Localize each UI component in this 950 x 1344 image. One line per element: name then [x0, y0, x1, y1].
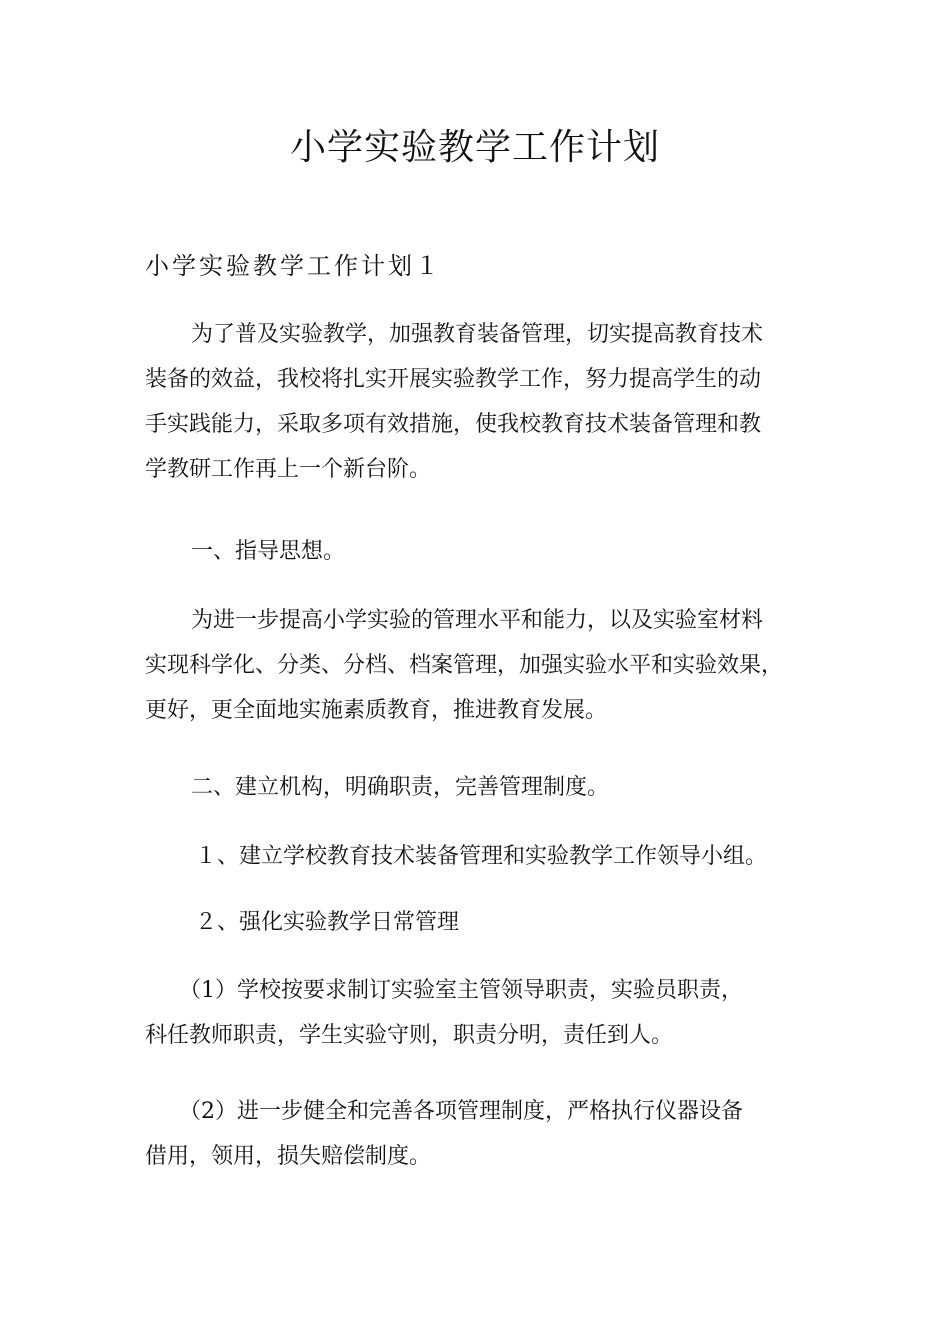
paragraph-line: （2）进一步健全和完善各项管理制度，严格执行仪器设备 — [179, 1099, 743, 1124]
intro-paragraph — [145, 312, 807, 492]
paragraph-line: 更好，更全面地实施素质教育，推进教育发展。 — [145, 698, 608, 723]
list-item-2 — [145, 900, 807, 945]
list-item-1 — [145, 834, 807, 879]
paragraph-line: 装备的效益，我校将扎实开展实验教学工作，努力提高学生的动 — [145, 367, 762, 392]
heading-text: 二、建立机构，明确职责，完善管理制度。 — [191, 775, 610, 800]
paragraph-line: 为进一步提高小学实验的管理水平和能力，以及实验室材料 — [191, 608, 764, 633]
document-title: 小学实验教学工作计划 — [289, 127, 660, 168]
section-subtitle: 小学实验教学工作计划１ — [145, 252, 442, 280]
paragraph-line: 实现科学化、分类、分档、档案管理，加强实验水平和实验效果， — [145, 653, 784, 678]
heading-organization — [145, 765, 807, 810]
heading-guiding-thought — [145, 529, 807, 574]
paragraph-line: 为了普及实验教学，加强教育装备管理，切实提高教育技术 — [191, 322, 764, 347]
guiding-paragraph — [145, 598, 807, 733]
list-item-text: １、建立学校教育技术装备管理和实验教学工作领导小组。 — [195, 844, 768, 869]
sub-item-2-paragraph — [145, 1089, 807, 1179]
list-item-text: ２、强化实验教学日常管理 — [195, 910, 460, 935]
sub-item-1-paragraph — [145, 968, 807, 1058]
paragraph-line: 手实践能力，采取多项有效措施，使我校教育技术装备管理和教 — [145, 412, 762, 437]
heading-text: 一、指导思想。 — [191, 539, 346, 564]
paragraph-line: 科任教师职责，学生实验守则，职责分明，责任到人。 — [145, 1023, 674, 1048]
paragraph-line: 借用，领用，损失赔偿制度。 — [145, 1144, 432, 1169]
paragraph-line: （1）学校按要求制订实验室主管领导职责，实验员职责， — [179, 978, 743, 1003]
paragraph-line: 学教研工作再上一个新台阶。 — [145, 457, 432, 482]
